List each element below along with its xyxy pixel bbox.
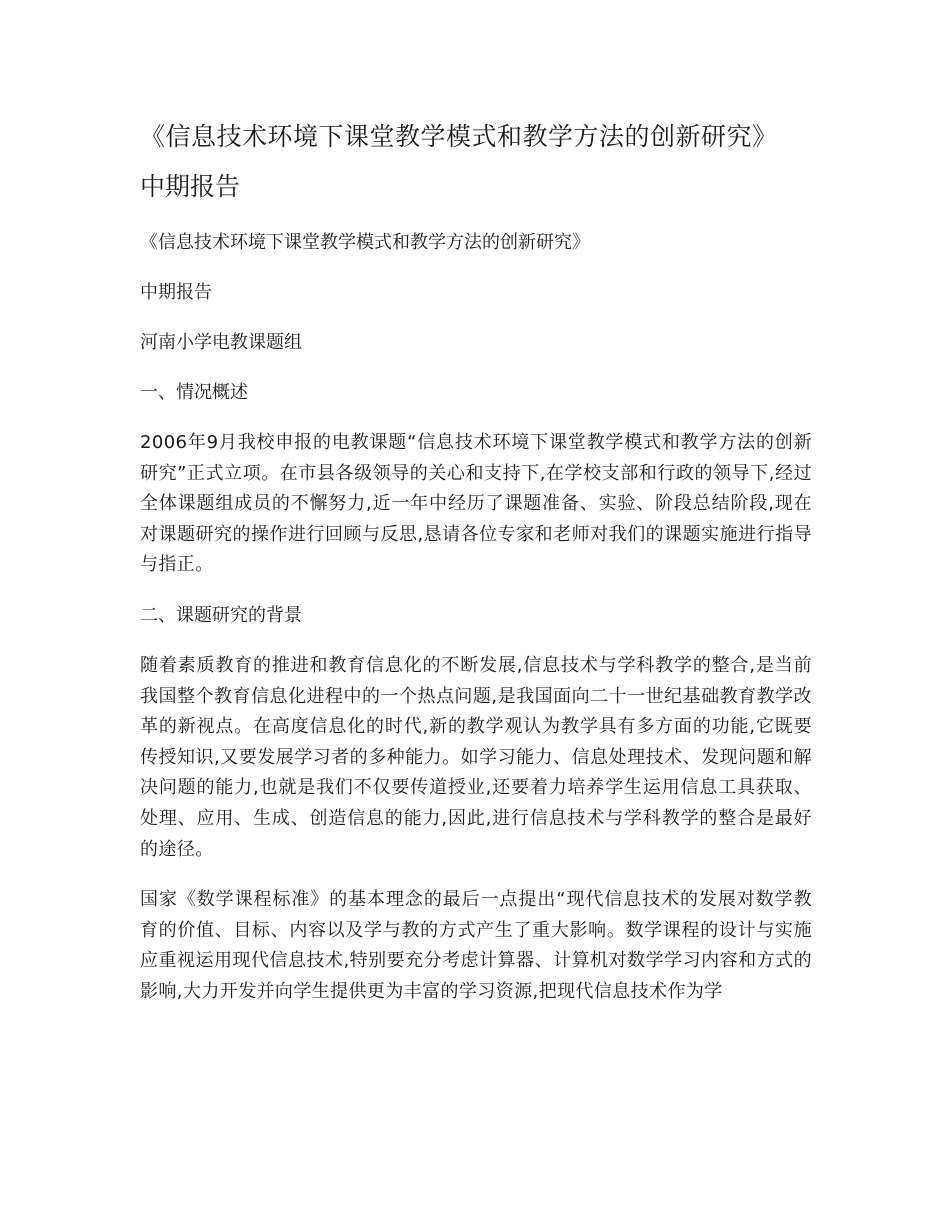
repeat-title: 《信息技术环境下课堂教学模式和教学方法的创新研究》 [140, 232, 590, 253]
section2-paragraph-1: 随着素质教育的推进和教育信息化的不断发展,信息技术与学科教学的整合,是当前我国整个教育信息化进程中的一个热点问题,是我国面向二十一世纪基础教育教学改革的新视点。在高度信息化的时代,新的教学观认为教学具有多方面的功能,它既要传授知识,又要发展学习者的多种能力。如学习能力、信息处理技术、发现问题和解决问题的能力,也就是我们不仅要传道授业,还要着力培养学生运用信息工具获取、处理、应用、生成、创造信息的能力,因此,进行信息技术与学科教学的整合是最好的途径。 [140, 654, 812, 860]
section1-paragraph: 2006年9月我校申报的电教课题“信息技术环境下课堂教学模式和教学方法的创新研究”正式立项。在市县各级领导的关心和支持下,在学校支部和行政的领导下,经过全体课题组成员的不懈努力,近一年中经历了课题准备、实验、阶段总结阶段,现在对课题研究的操作进行回顾与反思,恳请各位专家和老师对我们的课题实施进行指导与指正。 [140, 432, 812, 576]
document-page [140, 118, 812, 1028]
section2-heading: 二、课题研究的背景 [140, 604, 302, 626]
section1-heading: 一、情况概述 [140, 382, 248, 403]
section2-paragraph-2: 国家《数学课程标准》的基本理念的最后一点提出“现代信息技术的发展对数学教育的价值、目标、内容以及学与教的方式产生了重大影响。数学课程的设计与实施应重视运用现代信息技术,特别要充分考虑计算器、计算机对数学学习内容和方式的影响,大力开发并向学生提供更为丰富的学习资源,把现代信息技术作为学 [140, 889, 812, 1002]
repeat-subtitle: 中期报告 [140, 282, 212, 303]
document-title: 《信息技术环境下课堂教学模式和教学方法的创新研究》 [140, 122, 778, 151]
document-subtitle: 中期报告 [140, 172, 241, 201]
author-line: 河南小学电教课题组 [140, 332, 302, 353]
